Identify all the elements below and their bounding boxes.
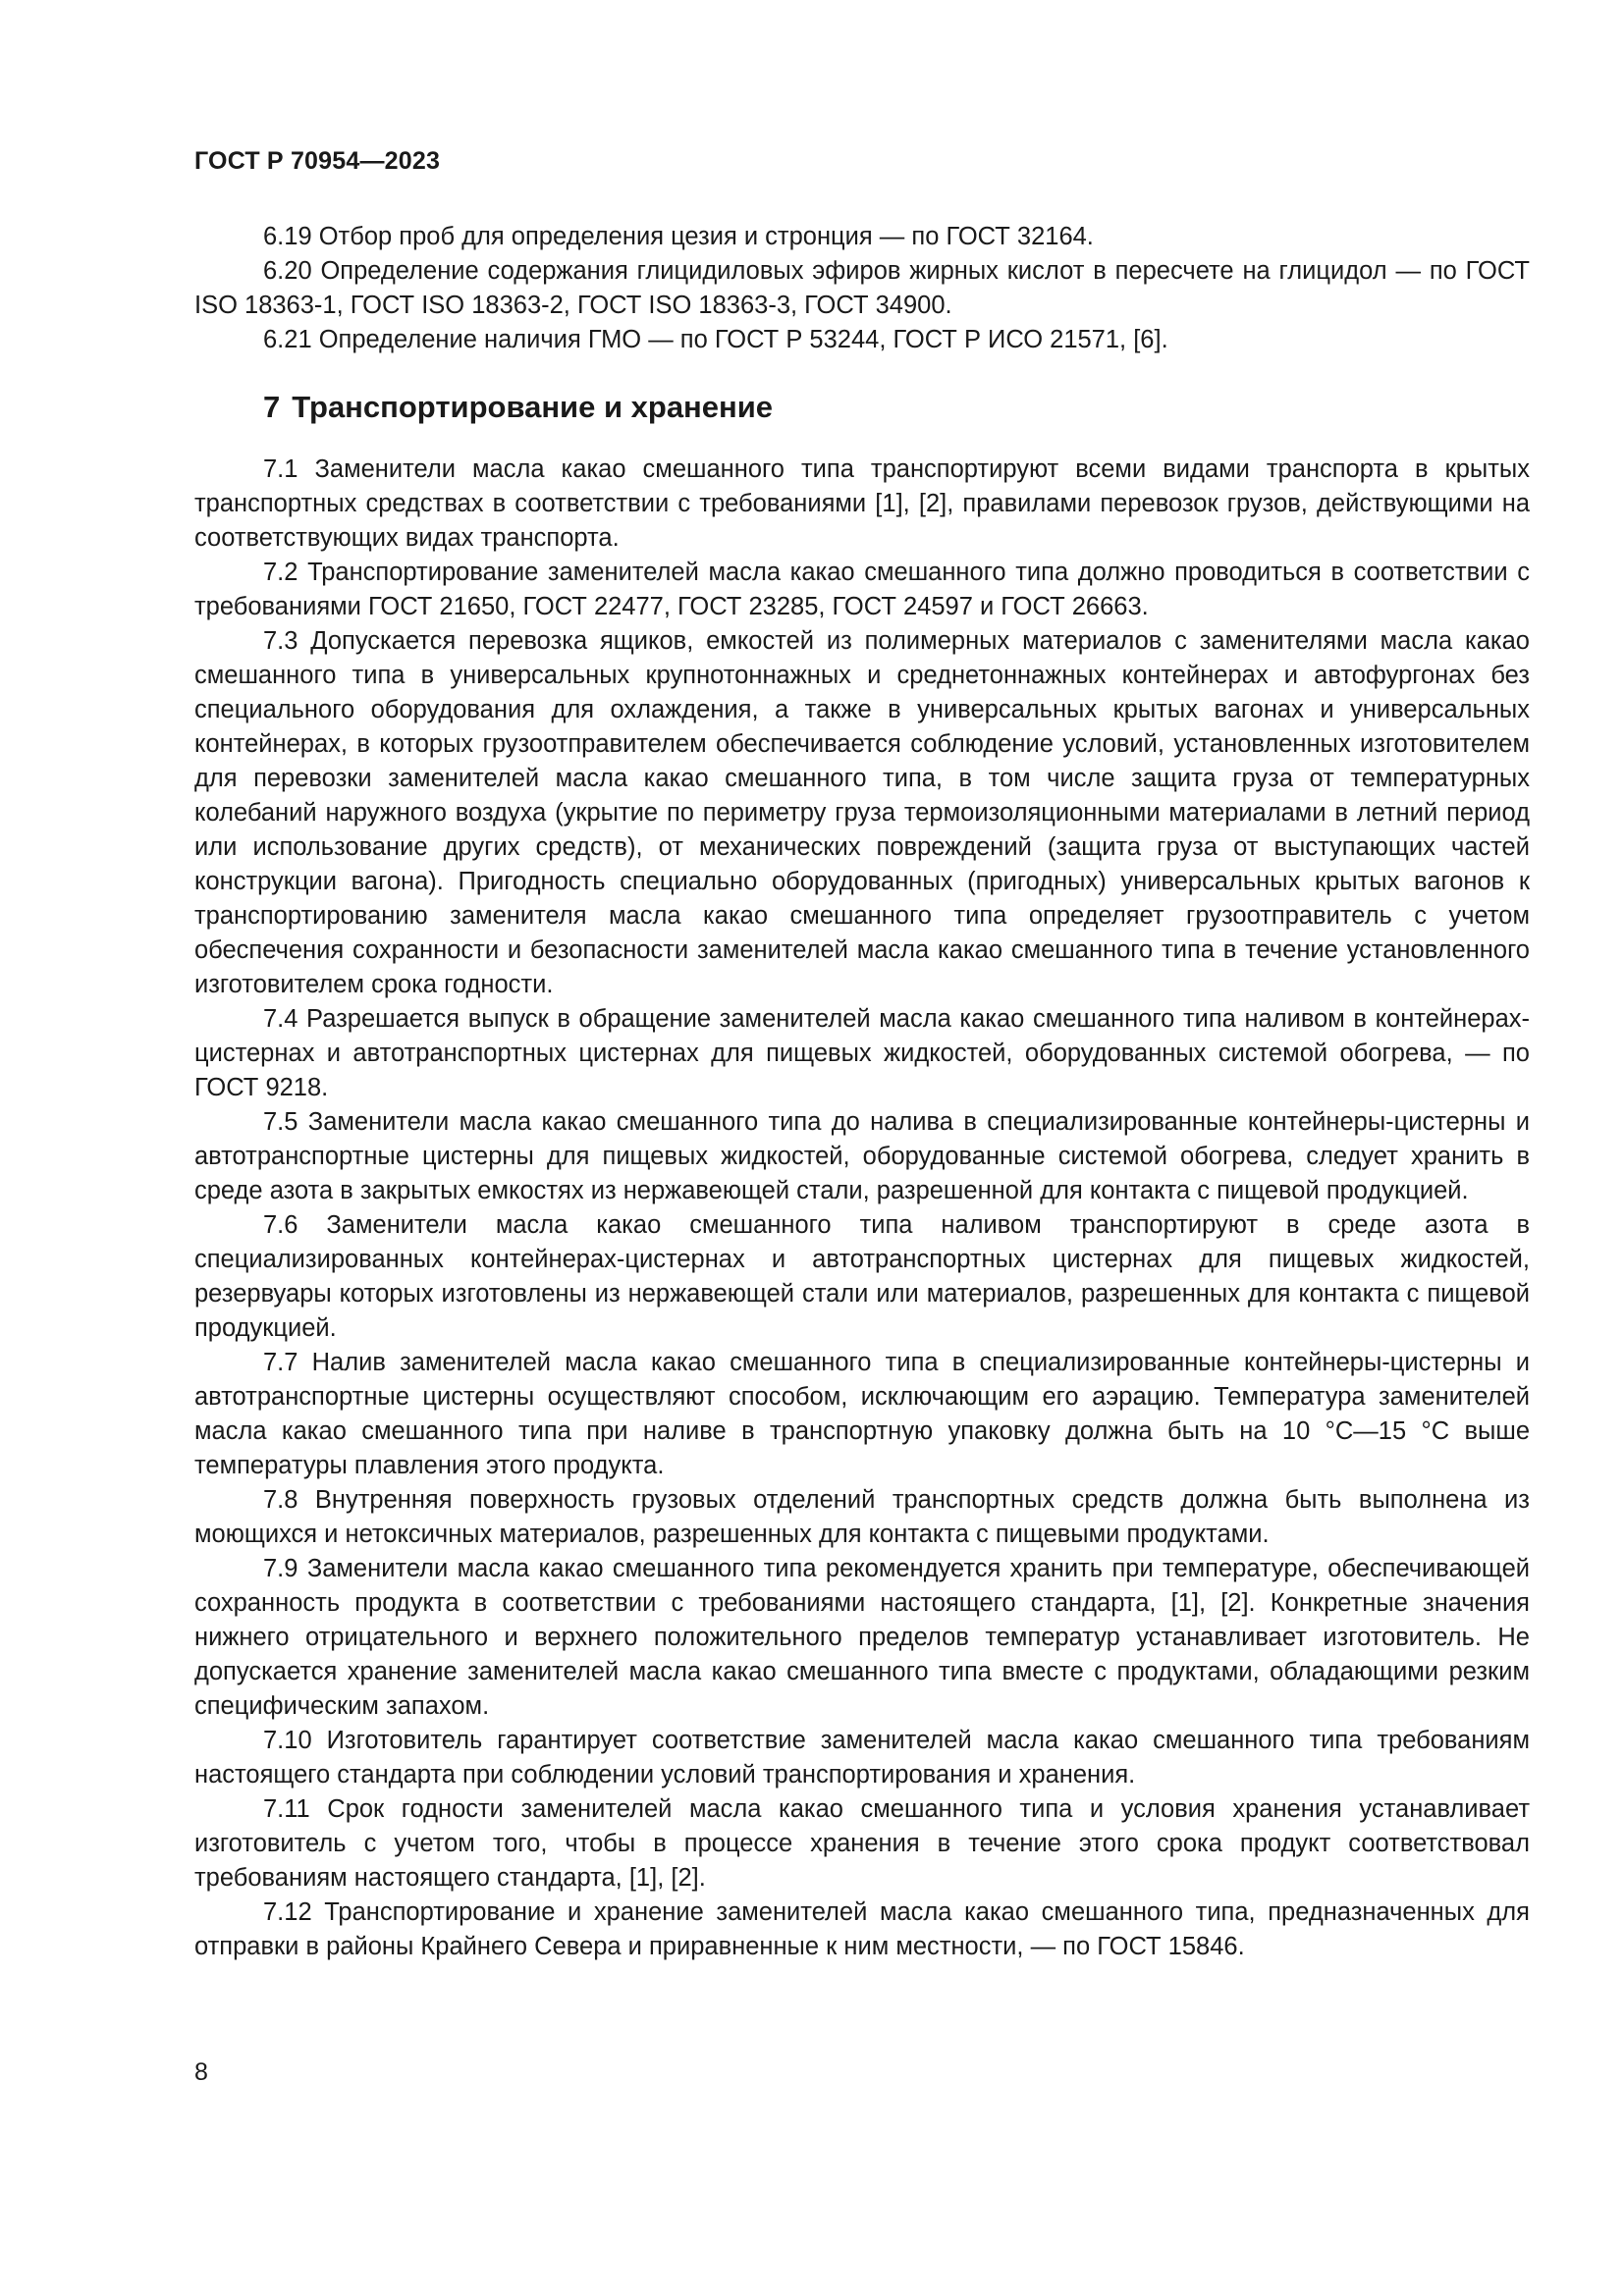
paragraph-7-7: 7.7 Налив заменителей масла какао смешанного типа в специализированные контейнеры-цистерны и автотранспортные цистерны осуществляют способом, исключающим его аэрацию. Температура заменителей масла какао смешанного типа при наливе в транспортную упаковку должна быть на 10 °C—15 °C выше температуры плавления этого продукта. [194,1349,1530,1479]
document-body [194,220,1530,1964]
document-page [194,0,1530,2296]
paragraph-7-11: 7.11 Срок годности заменителей масла какао смешанного типа и условия хранения устанавливает изготовитель с учетом того, чтобы в процессе хранения в течение этого срока продукт соответствовал требованиям настоящего стандарта, [1], [2]. [194,1795,1530,1892]
paragraph-6-20: 6.20 Определение содержания глицидиловых эфиров жирных кислот в пересчете на глицидол — по ГОСТ ISO 18363-1, ГОСТ ISO 18363-2, ГОСТ ISO 18363-3, ГОСТ 34900. [194,257,1530,319]
paragraph-7-10: 7.10 Изготовитель гарантирует соответствие заменителей масла какао смешанного типа требованиям настоящего стандарта при соблюдении условий транспортирования и хранения. [194,1727,1530,1789]
page-number: 8 [194,2058,208,2086]
document-id-header: ГОСТ Р 70954—2023 [194,147,441,175]
paragraph-7-6: 7.6 Заменители масла какао смешанного типа наливом транспортируют в среде азота в специализированных контейнерах-цистернах и автотранспортных цистернах для пищевых жидкостей, резервуары которых изготовлены из нержавеющей стали или материалов, разрешенных для контакта с пищевой продукцией. [194,1211,1530,1342]
paragraph-6-19: 6.19 Отбор проб для определения цезия и стронция — по ГОСТ 32164. [263,223,1094,250]
paragraph-7-5: 7.5 Заменители масла какао смешанного типа до налива в специализированные контейнеры-цистерны и автотранспортные цистерны для пищевых жидкостей, оборудованные системой обогрева, следует хранить в среде азота в закрытых емкостях из нержавеющей стали, разрешенной для контакта с пищевой продукцией. [194,1108,1530,1204]
paragraph-7-12: 7.12 Транспортирование и хранение заменителей масла какао смешанного типа, предназначенных для отправки в районы Крайнего Севера и приравненные к ним местности, — по ГОСТ 15846. [194,1898,1530,1960]
paragraph-7-9: 7.9 Заменители масла какао смешанного типа рекомендуется хранить при температуре, обеспечивающей сохранность продукта в соответствии с требованиями настоящего стандарта, [1], [2]. Конкретные значения нижнего отрицательного и верхнего положительного пределов температур устанавливает изготовитель. Не допускается хранение заменителей масла какао смешанного типа вместе с продуктами, обладающими резким специфическим запахом. [194,1555,1530,1720]
paragraph-7-8: 7.8 Внутренняя поверхность грузовых отделений транспортных средств должна быть выполнена из моющихся и нетоксичных материалов, разрешенных для контакта с пищевыми продуктами. [194,1486,1530,1548]
section-number: 7 [263,390,281,424]
section-heading [194,388,1530,427]
paragraph-7-3: 7.3 Допускается перевозка ящиков, емкостей из полимерных материалов с заменителями масла какао смешанного типа в универсальных крупнотоннажных и среднетоннажных контейнерах и автофургонах без специального оборудования для охлаждения, а также в универсальных крытых вагонах и универсальных контейнерах, в которых грузоотправителем обеспечивается соблюдение условий, установленных изготовителем для перевозки заменителей масла какао смешанного типа, в том числе защита груза от температурных колебаний наружного воздуха (укрытие по периметру груза термоизоляционными материалами в летний период или использование других средств), от механических повреждений (защита груза от выступающих частей конструкции вагона). Пригодность специально оборудованных (пригодных) универсальных крытых вагонов к транспортированию заменителя масла какао смешанного типа определяет грузоотправитель с учетом обеспечения сохранности и безопасности заменителей масла какао смешанного типа в течение установленного изготовителем срока годности. [194,627,1530,998]
paragraph-7-1: 7.1 Заменители масла какао смешанного типа транспортируют всеми видами транспорта в крытых транспортных средствах в соответствии с требованиями [1], [2], правилами перевозок грузов, действующими на соответствующих видах транспорта. [194,455,1530,552]
paragraph-6-21: 6.21 Определение наличия ГМО — по ГОСТ Р 53244, ГОСТ Р ИСО 21571, [6]. [263,326,1168,353]
paragraph-7-2: 7.2 Транспортирование заменителей масла какао смешанного типа должно проводиться в соответствии с требованиями ГОСТ 21650, ГОСТ 22477, ГОСТ 23285, ГОСТ 24597 и ГОСТ 26663. [194,559,1530,620]
paragraph-7-4: 7.4 Разрешается выпуск в обращение заменителей масла какао смешанного типа наливом в контейнерах-цистернах и автотранспортных цистернах для пищевых жидкостей, оборудованных системой обогрева, — по ГОСТ 9218. [194,1005,1530,1101]
section-title: Транспортирование и хранение [292,390,774,424]
